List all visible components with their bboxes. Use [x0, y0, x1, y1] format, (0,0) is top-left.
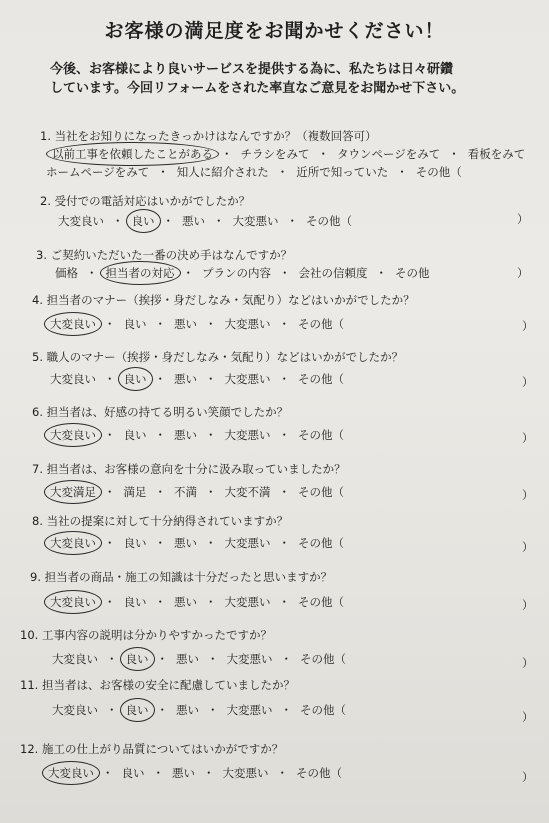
- option-choice-circled[interactable]: 良い: [123, 372, 147, 386]
- separator-dot: ・: [221, 147, 233, 161]
- closing-paren: ）: [522, 598, 534, 612]
- option-choice[interactable]: その他（: [300, 652, 346, 666]
- separator-dot: ・: [86, 266, 98, 280]
- option-choice[interactable]: 会社の信頼度: [298, 266, 368, 280]
- closing-paren: ）: [522, 488, 534, 502]
- separator-dot: ・: [156, 652, 168, 666]
- question-text: [32, 349, 403, 365]
- question-label: 工事内容の説明は分かりやすかったですか？: [38, 628, 272, 642]
- question-number: 7.: [32, 462, 43, 476]
- separator-dot: ・: [154, 428, 166, 442]
- option-choice[interactable]: 大変悪い: [232, 214, 279, 228]
- option-choice[interactable]: 大変悪い: [222, 766, 269, 780]
- question-label: ご契約いただいた一番の決め手はなんですか？: [46, 248, 293, 262]
- option-choice[interactable]: 大変悪い: [224, 536, 271, 550]
- options-row: [50, 535, 344, 551]
- question-text: [32, 404, 288, 420]
- question-text: [32, 292, 415, 308]
- closing-paren: ）: [522, 319, 534, 333]
- closing-paren: ）: [522, 710, 534, 724]
- option-choice[interactable]: 悪い: [182, 214, 205, 228]
- option-choice[interactable]: 大変悪い: [224, 428, 271, 442]
- separator-dot: ・: [286, 214, 298, 228]
- option-choice[interactable]: 看板をみて: [467, 147, 526, 161]
- option-choice[interactable]: 大変悪い: [226, 703, 273, 717]
- option-choice-circled[interactable]: 良い: [125, 652, 149, 666]
- question-label: 担当者のマナー（挨拶・身だしなみ・気配り）などはいかがでしたか？: [42, 293, 415, 307]
- separator-dot: ・: [205, 536, 217, 550]
- question-number: 5.: [32, 350, 43, 364]
- separator-dot: ・: [102, 766, 114, 780]
- option-choice[interactable]: 良い: [123, 595, 147, 609]
- separator-dot: ・: [278, 428, 290, 442]
- option-choice-circled[interactable]: 以前工事を依頼したことがある: [52, 147, 213, 161]
- question-text: [20, 741, 283, 757]
- question-label: 施工の仕上がり品質についてはいかがですか？: [38, 742, 284, 756]
- option-choice-circled[interactable]: 大変良い: [50, 595, 96, 609]
- option-choice[interactable]: 良い: [123, 428, 147, 442]
- option-choice[interactable]: その他（: [300, 703, 346, 717]
- closing-paren: ）: [522, 656, 534, 670]
- intro-line-2: しています。今回リフォームをされた率直なご意見をお聞かせ下さい。: [50, 81, 465, 96]
- separator-dot: ・: [162, 214, 174, 228]
- separator-dot: ・: [154, 317, 166, 331]
- separator-dot: ・: [205, 372, 217, 386]
- option-choice[interactable]: 満足: [123, 485, 147, 499]
- question-number: 10.: [20, 628, 39, 642]
- closing-paren: ）: [522, 540, 534, 554]
- question-label: 担当者は、好感の持てる明るい笑顔でしたか？: [42, 405, 289, 419]
- separator-dot: ・: [207, 652, 219, 666]
- option-choice[interactable]: チラシをみて: [240, 147, 310, 161]
- option-choice[interactable]: その他（: [298, 428, 344, 442]
- option-choice-circled[interactable]: 良い: [131, 214, 155, 228]
- question-text: [40, 128, 377, 144]
- question-label: 当社の提案に対して十分納得されていますか？: [42, 514, 289, 528]
- question-number: 1.: [40, 129, 51, 143]
- option-choice-circled[interactable]: 大変良い: [50, 428, 96, 442]
- separator-dot: ・: [104, 428, 116, 442]
- option-choice[interactable]: 大変良い: [52, 652, 98, 666]
- closing-paren: ）: [522, 431, 534, 445]
- question-label: 当社をお知りになったきっかけはなんですか？（複数回答可）: [50, 129, 377, 143]
- option-choice[interactable]: その他（: [415, 165, 462, 179]
- separator-dot: ・: [182, 266, 194, 280]
- separator-dot: ・: [203, 766, 215, 780]
- question-label: 担当者は、お客様の意向を十分に汲み取っていましたか？: [42, 462, 346, 476]
- options-row: [50, 594, 344, 610]
- survey-title: お客様の満足度をお聞かせください！: [104, 20, 445, 42]
- option-choice-circled[interactable]: 大変良い: [48, 766, 94, 780]
- question-number: 12.: [20, 742, 39, 756]
- separator-dot: ・: [156, 703, 168, 717]
- separator-dot: ・: [276, 766, 288, 780]
- closing-paren: ）: [522, 375, 534, 389]
- separator-dot: ・: [448, 147, 460, 161]
- question-text: [30, 569, 332, 585]
- option-choice[interactable]: その他（: [298, 485, 344, 499]
- options-row: [46, 164, 462, 180]
- question-number: 3.: [36, 248, 47, 262]
- question-label: 職人のマナー（挨拶・身だしなみ・気配り）などはいかがでしたか？: [42, 350, 404, 364]
- separator-dot: ・: [279, 266, 291, 280]
- question-number: 4.: [32, 293, 43, 307]
- question-text: [32, 513, 288, 529]
- option-choice[interactable]: 悪い: [172, 766, 195, 780]
- separator-dot: ・: [106, 703, 118, 717]
- option-choice[interactable]: タウンページをみて: [337, 147, 441, 161]
- question-label: 受付での電話対応はいかがでしたか？: [50, 194, 251, 208]
- option-choice[interactable]: その他: [395, 266, 430, 280]
- option-choice[interactable]: その他（: [298, 595, 344, 609]
- closing-paren: ）: [517, 212, 529, 226]
- options-row: [48, 765, 342, 781]
- question-text: [36, 247, 292, 263]
- question-number: 9.: [30, 570, 41, 584]
- separator-dot: ・: [104, 372, 116, 386]
- options-row: [52, 146, 525, 162]
- option-choice[interactable]: 良い: [123, 536, 147, 550]
- options-row: [58, 213, 352, 229]
- separator-dot: ・: [207, 703, 219, 717]
- option-choice[interactable]: 悪い: [174, 372, 197, 386]
- option-choice[interactable]: その他（: [298, 536, 344, 550]
- separator-dot: ・: [104, 536, 116, 550]
- separator-dot: ・: [375, 266, 387, 280]
- option-choice[interactable]: 良い: [121, 766, 145, 780]
- option-choice-circled[interactable]: 良い: [125, 703, 149, 717]
- question-number: 11.: [20, 678, 39, 692]
- separator-dot: ・: [205, 317, 217, 331]
- separator-dot: ・: [154, 536, 166, 550]
- option-choice-circled[interactable]: 大変良い: [50, 317, 96, 331]
- separator-dot: ・: [205, 485, 217, 499]
- options-row: [50, 371, 344, 387]
- separator-dot: ・: [154, 372, 166, 386]
- question-text: [20, 677, 295, 693]
- option-choice[interactable]: 価格: [55, 266, 78, 280]
- closing-paren: ）: [522, 770, 534, 784]
- options-row: [50, 484, 344, 500]
- question-number: 2.: [40, 194, 51, 208]
- separator-dot: ・: [317, 147, 329, 161]
- option-choice[interactable]: 近所で知っていた: [296, 165, 389, 179]
- question-text: [20, 627, 272, 643]
- separator-dot: ・: [112, 214, 124, 228]
- closing-paren: ）: [517, 266, 529, 280]
- option-choice[interactable]: 大変不満: [224, 485, 271, 499]
- option-choice[interactable]: 悪い: [174, 428, 197, 442]
- separator-dot: ・: [276, 165, 289, 179]
- option-choice[interactable]: 大変良い: [58, 214, 104, 228]
- separator-dot: ・: [278, 317, 290, 331]
- option-choice[interactable]: 悪い: [176, 703, 199, 717]
- options-row: [52, 651, 346, 667]
- option-choice[interactable]: ホームページをみて: [46, 165, 150, 179]
- option-choice[interactable]: その他（: [298, 317, 344, 331]
- option-choice[interactable]: 悪い: [174, 317, 197, 331]
- option-choice[interactable]: 悪い: [174, 536, 197, 550]
- question-text: [32, 461, 346, 477]
- separator-dot: ・: [104, 485, 116, 499]
- option-choice[interactable]: 悪い: [174, 595, 197, 609]
- separator-dot: ・: [278, 372, 290, 386]
- separator-dot: ・: [278, 536, 290, 550]
- question-label: 担当者は、お客様の安全に配慮していましたか？: [38, 678, 295, 692]
- options-row: [50, 316, 344, 332]
- separator-dot: ・: [280, 703, 292, 717]
- option-choice[interactable]: 大変悪い: [226, 652, 273, 666]
- separator-dot: ・: [396, 165, 408, 179]
- options-row: [50, 427, 344, 443]
- option-choice[interactable]: プランの内容: [202, 266, 271, 280]
- separator-dot: ・: [106, 652, 118, 666]
- option-choice[interactable]: 知人に紹介された: [176, 165, 269, 179]
- option-choice-circled[interactable]: 大変良い: [50, 536, 96, 550]
- question-label: 担当者の商品・施工の知識は十分だったと思いますか？: [40, 570, 333, 584]
- separator-dot: ・: [104, 595, 116, 609]
- separator-dot: ・: [280, 652, 292, 666]
- option-choice[interactable]: 大変良い: [52, 703, 98, 717]
- question-text: [40, 193, 250, 209]
- separator-dot: ・: [157, 165, 169, 179]
- option-choice[interactable]: 大変悪い: [224, 317, 271, 331]
- separator-dot: ・: [152, 766, 164, 780]
- separator-dot: ・: [154, 485, 166, 499]
- intro-line-1: 今後、お客様により良いサービスを提供する為に、私たちは日々研鑽: [50, 62, 454, 77]
- question-number: 6.: [32, 405, 43, 419]
- options-row: [52, 702, 346, 718]
- option-choice-circled[interactable]: 大変満足: [50, 485, 96, 499]
- option-choice[interactable]: その他（: [306, 214, 352, 228]
- option-choice-circled[interactable]: 担当者の対応: [105, 266, 175, 280]
- separator-dot: ・: [205, 428, 217, 442]
- option-choice[interactable]: 悪い: [176, 652, 199, 666]
- option-choice[interactable]: 大変悪い: [224, 595, 271, 609]
- separator-dot: ・: [213, 214, 225, 228]
- separator-dot: ・: [205, 595, 217, 609]
- question-number: 8.: [32, 514, 43, 528]
- option-choice[interactable]: 大変悪い: [224, 372, 271, 386]
- option-choice[interactable]: 大変良い: [50, 372, 96, 386]
- option-choice[interactable]: 不満: [174, 485, 197, 499]
- separator-dot: ・: [278, 595, 290, 609]
- separator-dot: ・: [278, 485, 290, 499]
- separator-dot: ・: [154, 595, 166, 609]
- options-row: [55, 265, 430, 281]
- option-choice[interactable]: その他（: [298, 372, 344, 386]
- option-choice[interactable]: その他（: [296, 766, 342, 780]
- separator-dot: ・: [104, 317, 116, 331]
- option-choice[interactable]: 良い: [123, 317, 147, 331]
